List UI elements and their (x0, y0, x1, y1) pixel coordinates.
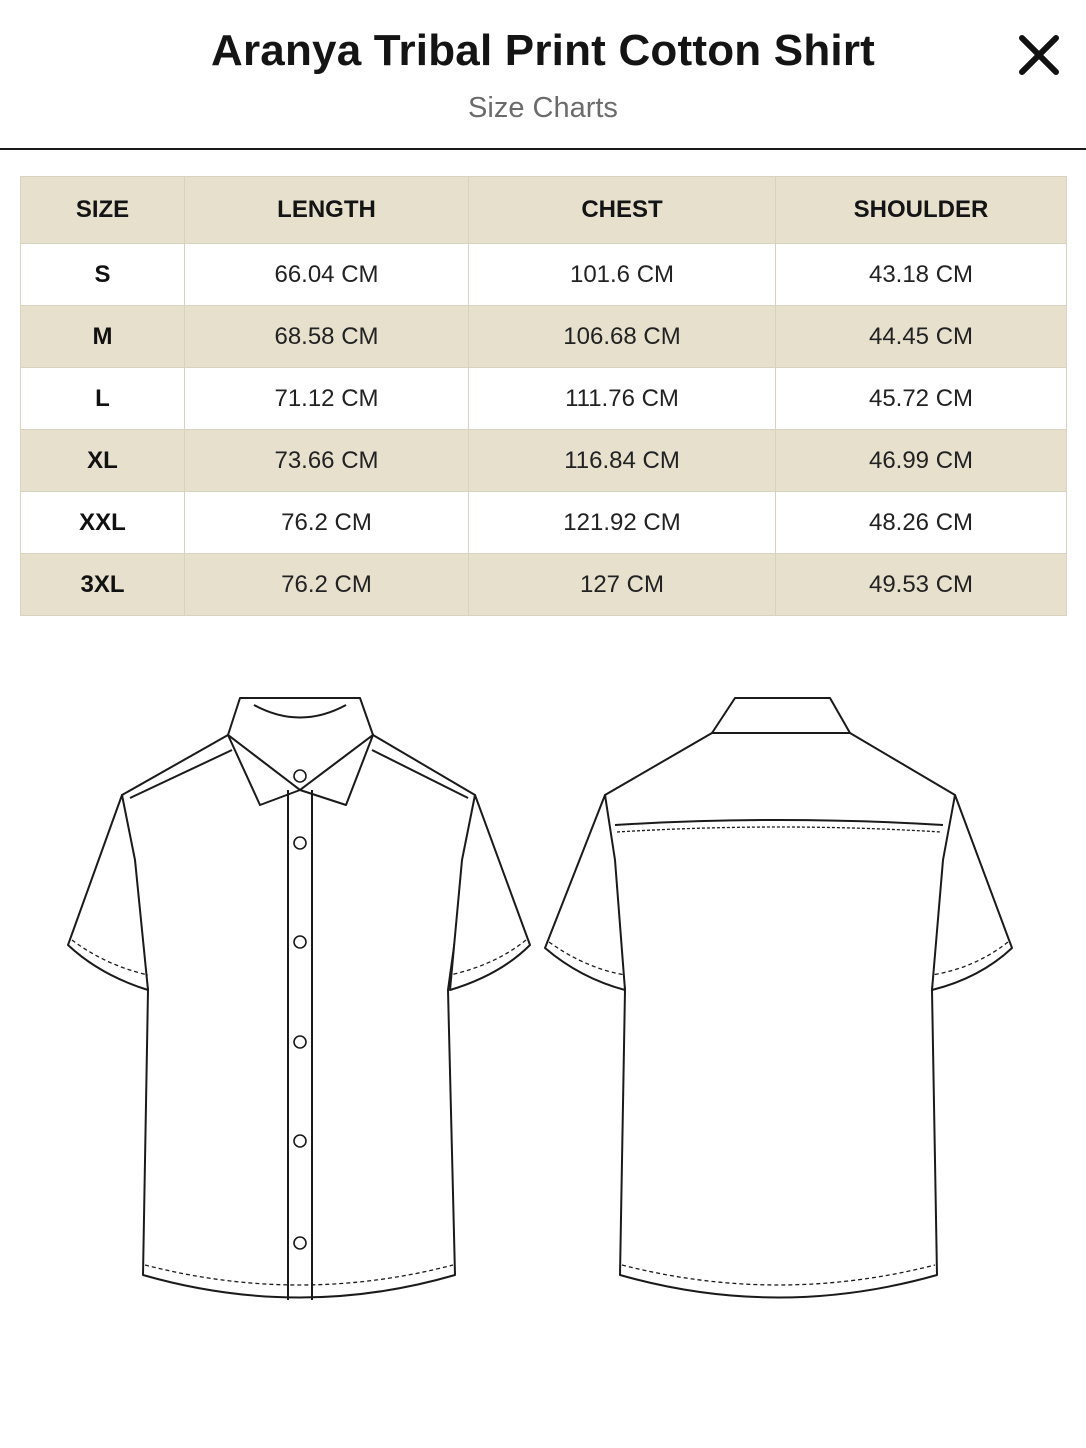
column-header-chest: CHEST (469, 177, 776, 244)
size-cell: L (21, 368, 185, 430)
column-header-size: SIZE (21, 177, 185, 244)
size-cell: XL (21, 430, 185, 492)
size-cell: 3XL (21, 554, 185, 616)
shoulder-cell: 43.18 CM (776, 244, 1067, 306)
shoulder-cell: 46.99 CM (776, 430, 1067, 492)
table-row (21, 430, 1067, 492)
close-icon (1012, 28, 1066, 82)
table-row (21, 306, 1067, 368)
length-cell: 76.2 CM (185, 492, 469, 554)
shirt-front-diagram (68, 698, 530, 1300)
shoulder-cell: 45.72 CM (776, 368, 1067, 430)
shirt-illustration (0, 660, 1086, 1360)
shirt-back-diagram (545, 698, 1012, 1298)
length-cell: 68.58 CM (185, 306, 469, 368)
column-header-length: LENGTH (185, 177, 469, 244)
length-cell: 71.12 CM (185, 368, 469, 430)
close-button[interactable] (1012, 28, 1066, 82)
size-cell: M (21, 306, 185, 368)
shoulder-cell: 49.53 CM (776, 554, 1067, 616)
length-cell: 66.04 CM (185, 244, 469, 306)
chest-cell: 121.92 CM (469, 492, 776, 554)
length-cell: 76.2 CM (185, 554, 469, 616)
size-chart-table-container (20, 176, 1066, 616)
shoulder-cell: 44.45 CM (776, 306, 1067, 368)
table-row (21, 554, 1067, 616)
table-row (21, 492, 1067, 554)
length-cell: 73.66 CM (185, 430, 469, 492)
product-title: Aranya Tribal Print Cotton Shirt (210, 26, 875, 75)
chest-cell: 111.76 CM (469, 368, 776, 430)
chest-cell: 106.68 CM (469, 306, 776, 368)
table-row (21, 368, 1067, 430)
size-chart-table (20, 176, 1067, 616)
size-cell: XXL (21, 492, 185, 554)
chest-cell: 127 CM (469, 554, 776, 616)
chest-cell: 101.6 CM (469, 244, 776, 306)
column-header-shoulder: SHOULDER (776, 177, 1067, 244)
shoulder-cell: 48.26 CM (776, 492, 1067, 554)
modal-subtitle: Size Charts (468, 92, 618, 124)
modal-header (0, 0, 1086, 150)
table-header-row (21, 177, 1067, 244)
chest-cell: 116.84 CM (469, 430, 776, 492)
size-cell: S (21, 244, 185, 306)
table-row (21, 244, 1067, 306)
